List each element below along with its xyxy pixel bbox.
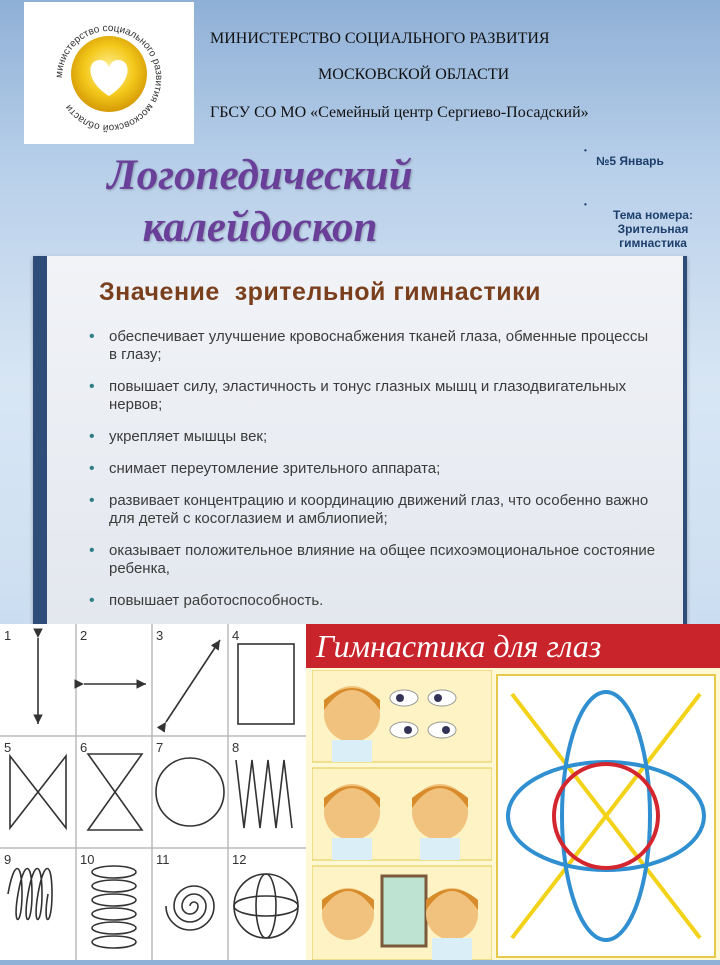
exercise-number-label: 2 — [80, 628, 88, 643]
benefit-item: • укрепляет мышцы век; — [89, 428, 659, 446]
panel-accent-bar-right — [683, 256, 687, 628]
exercise-number-label: 6 — [80, 740, 88, 755]
exercise-6-drawing — [88, 754, 142, 830]
title-line-1: Логопедический — [107, 152, 413, 199]
exercise-number-label: 11 — [156, 852, 170, 867]
exercise-4-drawing — [238, 644, 294, 724]
benefits-panel — [33, 256, 687, 628]
benefit-item: • развивает концентрацию и координацию движений глаз, что особенно важно для детей с косоглазием и амблиопией; — [89, 492, 659, 528]
eye-gymnastics-poster — [306, 624, 720, 960]
benefit-item: • повышает работоспособность. — [89, 592, 659, 610]
girl-face-icon — [312, 670, 492, 762]
header-line-1: МИНИСТЕРСТВО СОЦИАЛЬНОГО РАЗВИТИЯ — [210, 30, 550, 47]
exercise-8-drawing — [236, 760, 292, 828]
girl-face-icon — [312, 768, 492, 860]
exercise-number-label: 3 — [156, 628, 164, 643]
theme-value: Зрительная гимнастика — [617, 222, 689, 250]
title-line-2: калейдоскоп — [142, 204, 378, 251]
benefit-item: • обеспечивает улучшение кровоснабжения тканей глаза, обменные процессы в глазу; — [89, 328, 659, 364]
exercise-12-drawing — [234, 874, 298, 938]
theme-label: Тема номера: — [613, 208, 693, 222]
poster-title: Гимнастика для глаз — [316, 628, 602, 664]
exercise-11-drawing — [166, 886, 214, 930]
bullet-icon: • — [584, 146, 587, 155]
exercise-3-drawing — [166, 640, 220, 722]
bullet-icon: • — [584, 200, 587, 209]
panel-accent-bar — [33, 256, 47, 628]
girl-illustrations — [312, 670, 492, 960]
issue-theme — [598, 208, 708, 250]
exercise-number-label: 4 — [232, 628, 240, 643]
exercise-7-drawing — [156, 758, 224, 826]
exercise-9-drawing — [8, 869, 52, 920]
exercise-number-label: 9 — [4, 852, 12, 867]
exercise-number-label: 8 — [232, 740, 240, 755]
heart-ring-logo-icon — [24, 2, 194, 144]
benefit-item: • оказывает положительное влияние на общее психоэмоциональное состояние ребенка, — [89, 542, 659, 578]
exercise-5-drawing — [10, 756, 66, 828]
exercise-number-label: 1 — [4, 628, 12, 643]
benefits-list — [89, 328, 659, 624]
exercise-number-label: 10 — [80, 852, 95, 867]
exercise-diagram-grid — [0, 624, 306, 960]
ministry-logo — [24, 2, 194, 144]
benefit-item: • повышает силу, эластичность и тонус глазных мышц и глазодвигательных нервов; — [89, 378, 659, 414]
eye-tracking-pattern-drawing — [498, 676, 714, 956]
exercise-diagrams — [0, 624, 306, 960]
exercise-number-label: 12 — [232, 852, 247, 867]
benefit-item: • снимает переутомление зрительного аппарата; — [89, 460, 659, 478]
logo-ring-text: министерство социального развития московской области — [53, 22, 165, 134]
panel-heading: Значение зрительной гимнастики — [99, 278, 542, 306]
exercise-number-label: 7 — [156, 740, 164, 755]
eye-tracking-pattern — [496, 674, 716, 958]
girl-face-icon — [312, 866, 492, 960]
newsletter-title — [60, 150, 460, 254]
header-line-2: МОСКОВСКОЙ ОБЛАСТИ — [318, 66, 510, 83]
exercise-10-drawing — [92, 866, 136, 948]
issue-number: №5 Январь — [596, 154, 664, 168]
exercise-drawings — [8, 638, 298, 948]
exercise-number-label: 5 — [4, 740, 12, 755]
header-line-3: ГБСУ СО МО «Семейный центр Сергиево-Посадский» — [210, 104, 589, 121]
girl-faces-illustration — [312, 670, 492, 960]
